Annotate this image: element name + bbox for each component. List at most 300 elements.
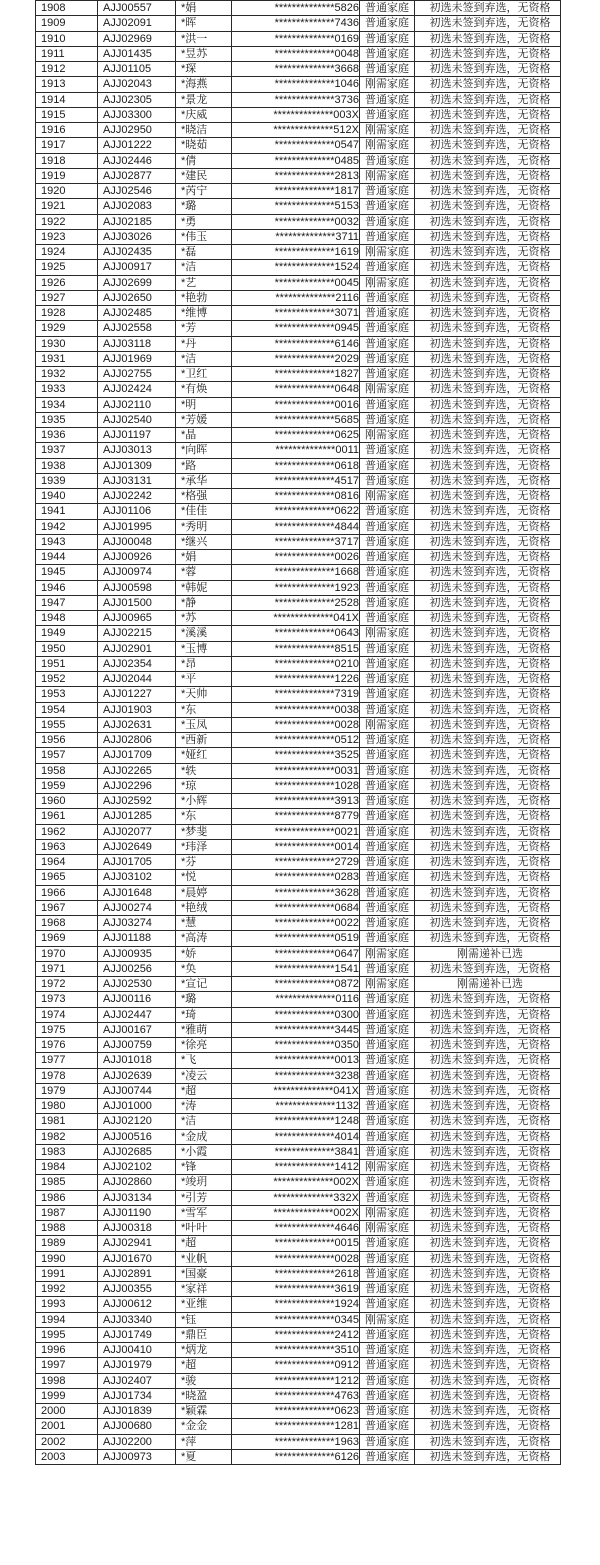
selection-status: 初选未签到弃选，无资格 bbox=[415, 275, 561, 290]
household-type: 刚需家庭 bbox=[360, 1205, 415, 1220]
application-code: AJJ00516 bbox=[98, 1129, 176, 1144]
application-code: AJJ03340 bbox=[98, 1312, 176, 1327]
masked-id-number: **************3736 bbox=[232, 92, 360, 107]
row-number: 1957 bbox=[36, 748, 98, 763]
selection-status: 初选未签到弃选，无资格 bbox=[415, 504, 561, 519]
table-row bbox=[36, 1343, 561, 1358]
applicant-name: *慧 bbox=[176, 916, 232, 931]
application-code: AJJ02969 bbox=[98, 31, 176, 46]
table-row bbox=[36, 62, 561, 77]
masked-id-number: **************2813 bbox=[232, 168, 360, 183]
masked-id-number: **************3628 bbox=[232, 885, 360, 900]
applicant-name: *业帆 bbox=[176, 1251, 232, 1266]
table-row bbox=[36, 809, 561, 824]
selection-status: 初选未签到弃选，无资格 bbox=[415, 92, 561, 107]
masked-id-number: **************1541 bbox=[232, 961, 360, 976]
masked-id-number: **************0015 bbox=[232, 1236, 360, 1251]
application-code: AJJ00048 bbox=[98, 534, 176, 549]
row-number: 1964 bbox=[36, 855, 98, 870]
table-row bbox=[36, 839, 561, 854]
applicant-name: *晓洁 bbox=[176, 123, 232, 138]
household-type: 普通家庭 bbox=[360, 1404, 415, 1419]
table-row bbox=[36, 321, 561, 336]
applicant-name: *娅红 bbox=[176, 748, 232, 763]
household-type: 普通家庭 bbox=[360, 1190, 415, 1205]
household-type: 普通家庭 bbox=[360, 1038, 415, 1053]
selection-status: 初选未签到弃选，无资格 bbox=[415, 1449, 561, 1464]
row-number: 1991 bbox=[36, 1266, 98, 1281]
table-row bbox=[36, 580, 561, 595]
household-type: 普通家庭 bbox=[360, 763, 415, 778]
selection-status: 初选未签到弃选，无资格 bbox=[415, 794, 561, 809]
row-number: 1923 bbox=[36, 229, 98, 244]
household-type: 刚需家庭 bbox=[360, 138, 415, 153]
household-type: 普通家庭 bbox=[360, 595, 415, 610]
table-row bbox=[36, 717, 561, 732]
row-number: 1933 bbox=[36, 382, 98, 397]
application-code: AJJ01734 bbox=[98, 1388, 176, 1403]
application-code: AJJ02242 bbox=[98, 489, 176, 504]
applicant-name: *洁 bbox=[176, 1114, 232, 1129]
applicant-name: *雪军 bbox=[176, 1205, 232, 1220]
masked-id-number: **************1827 bbox=[232, 367, 360, 382]
applicant-name: *引芳 bbox=[176, 1190, 232, 1205]
household-type: 普通家庭 bbox=[360, 611, 415, 626]
household-type: 普通家庭 bbox=[360, 1007, 415, 1022]
table-row bbox=[36, 245, 561, 260]
table-row bbox=[36, 1449, 561, 1464]
household-type: 普通家庭 bbox=[360, 1449, 415, 1464]
selection-status: 初选未签到弃选，无资格 bbox=[415, 412, 561, 427]
masked-id-number: **************0625 bbox=[232, 428, 360, 443]
masked-id-number: **************0300 bbox=[232, 1007, 360, 1022]
application-code: AJJ02650 bbox=[98, 290, 176, 305]
selection-status: 初选未签到弃选，无资格 bbox=[415, 580, 561, 595]
applicant-name: *炳龙 bbox=[176, 1343, 232, 1358]
row-number: 1917 bbox=[36, 138, 98, 153]
masked-id-number: **************1924 bbox=[232, 1297, 360, 1312]
masked-id-number: **************1281 bbox=[232, 1419, 360, 1434]
selection-status: 初选未签到弃选，无资格 bbox=[415, 961, 561, 976]
application-code: AJJ01749 bbox=[98, 1327, 176, 1342]
row-number: 1947 bbox=[36, 595, 98, 610]
selection-status: 初选未签到弃选，无资格 bbox=[415, 290, 561, 305]
household-type: 普通家庭 bbox=[360, 824, 415, 839]
household-type: 普通家庭 bbox=[360, 656, 415, 671]
row-number: 1949 bbox=[36, 626, 98, 641]
applicant-name: *芮宁 bbox=[176, 184, 232, 199]
table-row bbox=[36, 1175, 561, 1190]
applicant-name: *超 bbox=[176, 1083, 232, 1098]
table-row bbox=[36, 123, 561, 138]
applicant-name: *玮泽 bbox=[176, 839, 232, 854]
application-code: AJJ02110 bbox=[98, 397, 176, 412]
household-type: 普通家庭 bbox=[360, 1022, 415, 1037]
selection-status: 初选未签到弃选，无资格 bbox=[415, 1297, 561, 1312]
selection-status: 初选未签到弃选，无资格 bbox=[415, 931, 561, 946]
row-number: 1911 bbox=[36, 46, 98, 61]
table-row bbox=[36, 534, 561, 549]
masked-id-number: **************6146 bbox=[232, 336, 360, 351]
selection-status: 初选未签到弃选，无资格 bbox=[415, 839, 561, 854]
applicant-name: *艳绒 bbox=[176, 900, 232, 915]
table-row bbox=[36, 1083, 561, 1098]
household-type: 普通家庭 bbox=[360, 1068, 415, 1083]
selection-status: 初选未签到弃选，无资格 bbox=[415, 138, 561, 153]
masked-id-number: **************0031 bbox=[232, 763, 360, 778]
application-code: AJJ02354 bbox=[98, 656, 176, 671]
household-type: 普通家庭 bbox=[360, 1297, 415, 1312]
row-number: 1999 bbox=[36, 1388, 98, 1403]
masked-id-number: **************0011 bbox=[232, 443, 360, 458]
household-type: 普通家庭 bbox=[360, 733, 415, 748]
row-number: 1918 bbox=[36, 153, 98, 168]
row-number: 1971 bbox=[36, 961, 98, 976]
table-row bbox=[36, 763, 561, 778]
applicant-name: *璐 bbox=[176, 992, 232, 1007]
table-row bbox=[36, 382, 561, 397]
applicant-name: *轶 bbox=[176, 763, 232, 778]
masked-id-number: **************002X bbox=[232, 1205, 360, 1220]
masked-id-number: **************8515 bbox=[232, 641, 360, 656]
applicant-name: *高涛 bbox=[176, 931, 232, 946]
selection-status: 初选未签到弃选，无资格 bbox=[415, 1160, 561, 1175]
household-type: 普通家庭 bbox=[360, 290, 415, 305]
application-code: AJJ02215 bbox=[98, 626, 176, 641]
application-code: AJJ02120 bbox=[98, 1114, 176, 1129]
applicant-name: *芳 bbox=[176, 321, 232, 336]
household-type: 刚需家庭 bbox=[360, 168, 415, 183]
applicant-name: *玉博 bbox=[176, 641, 232, 656]
selection-status: 初选未签到弃选，无资格 bbox=[415, 1205, 561, 1220]
application-code: AJJ01018 bbox=[98, 1053, 176, 1068]
row-number: 1987 bbox=[36, 1205, 98, 1220]
masked-id-number: **************3238 bbox=[232, 1068, 360, 1083]
masked-id-number: **************0648 bbox=[232, 382, 360, 397]
table-row bbox=[36, 1388, 561, 1403]
application-code: AJJ02447 bbox=[98, 1007, 176, 1022]
applicant-name: *向晖 bbox=[176, 443, 232, 458]
table-row bbox=[36, 1434, 561, 1449]
masked-id-number: **************3445 bbox=[232, 1022, 360, 1037]
table-row bbox=[36, 870, 561, 885]
masked-id-number: **************0021 bbox=[232, 824, 360, 839]
selection-status: 初选未签到弃选，无资格 bbox=[415, 534, 561, 549]
selection-status: 初选未签到弃选，无资格 bbox=[415, 1038, 561, 1053]
selection-status: 初选未签到弃选，无资格 bbox=[415, 717, 561, 732]
masked-id-number: **************4014 bbox=[232, 1129, 360, 1144]
selection-status: 刚需递补已选 bbox=[415, 946, 561, 961]
household-type: 普通家庭 bbox=[360, 306, 415, 321]
row-number: 1952 bbox=[36, 672, 98, 687]
table-row bbox=[36, 595, 561, 610]
household-type: 普通家庭 bbox=[360, 46, 415, 61]
application-code: AJJ00612 bbox=[98, 1297, 176, 1312]
masked-id-number: **************1923 bbox=[232, 580, 360, 595]
row-number: 1995 bbox=[36, 1327, 98, 1342]
applicant-name: *磊 bbox=[176, 245, 232, 260]
row-number: 1974 bbox=[36, 1007, 98, 1022]
row-number: 2000 bbox=[36, 1404, 98, 1419]
selection-status: 初选未签到弃选，无资格 bbox=[415, 809, 561, 824]
application-code: AJJ02043 bbox=[98, 77, 176, 92]
row-number: 1912 bbox=[36, 62, 98, 77]
household-type: 普通家庭 bbox=[360, 1175, 415, 1190]
masked-id-number: **************1132 bbox=[232, 1099, 360, 1114]
household-type: 普通家庭 bbox=[360, 1083, 415, 1098]
masked-id-number: **************6126 bbox=[232, 1449, 360, 1464]
household-type: 普通家庭 bbox=[360, 458, 415, 473]
applicant-name: *天帅 bbox=[176, 687, 232, 702]
table-row bbox=[36, 31, 561, 46]
selection-status: 初选未签到弃选，无资格 bbox=[415, 46, 561, 61]
household-type: 刚需家庭 bbox=[360, 946, 415, 961]
applicant-name: *晖 bbox=[176, 16, 232, 31]
row-number: 1958 bbox=[36, 763, 98, 778]
selection-status: 初选未签到弃选，无资格 bbox=[415, 199, 561, 214]
applicant-name: *庆威 bbox=[176, 107, 232, 122]
row-number: 1992 bbox=[36, 1282, 98, 1297]
masked-id-number: **************1963 bbox=[232, 1434, 360, 1449]
table-row bbox=[36, 397, 561, 412]
table-row bbox=[36, 702, 561, 717]
table-row bbox=[36, 656, 561, 671]
applicant-name: *小辉 bbox=[176, 794, 232, 809]
masked-id-number: **************3510 bbox=[232, 1343, 360, 1358]
applicant-name: *雅萌 bbox=[176, 1022, 232, 1037]
applicant-name: *韩妮 bbox=[176, 580, 232, 595]
applicant-name: *晶 bbox=[176, 428, 232, 443]
row-number: 2003 bbox=[36, 1449, 98, 1464]
application-code: AJJ01190 bbox=[98, 1205, 176, 1220]
household-type: 普通家庭 bbox=[360, 62, 415, 77]
household-type: 普通家庭 bbox=[360, 702, 415, 717]
masked-id-number: **************0622 bbox=[232, 504, 360, 519]
masked-id-number: **************0623 bbox=[232, 1404, 360, 1419]
row-number: 1973 bbox=[36, 992, 98, 1007]
table-row bbox=[36, 931, 561, 946]
household-type: 普通家庭 bbox=[360, 687, 415, 702]
masked-id-number: **************2618 bbox=[232, 1266, 360, 1281]
masked-id-number: **************0647 bbox=[232, 946, 360, 961]
selection-status: 初选未签到弃选，无资格 bbox=[415, 565, 561, 580]
table-row bbox=[36, 961, 561, 976]
application-code: AJJ01309 bbox=[98, 458, 176, 473]
applicant-name: *倩 bbox=[176, 153, 232, 168]
row-number: 1969 bbox=[36, 931, 98, 946]
applicant-name: *琦 bbox=[176, 1007, 232, 1022]
applicant-name: *奂 bbox=[176, 961, 232, 976]
household-type: 普通家庭 bbox=[360, 534, 415, 549]
table-row bbox=[36, 992, 561, 1007]
selection-status: 初选未签到弃选，无资格 bbox=[415, 1282, 561, 1297]
table-row bbox=[36, 46, 561, 61]
table-row bbox=[36, 367, 561, 382]
household-type: 刚需家庭 bbox=[360, 77, 415, 92]
masked-id-number: **************1248 bbox=[232, 1114, 360, 1129]
table-row bbox=[36, 168, 561, 183]
masked-id-number: **************1028 bbox=[232, 778, 360, 793]
table-row bbox=[36, 1236, 561, 1251]
application-code: AJJ02446 bbox=[98, 153, 176, 168]
application-code: AJJ00167 bbox=[98, 1022, 176, 1037]
applicant-name: *伟玉 bbox=[176, 229, 232, 244]
table-row bbox=[36, 641, 561, 656]
table-row bbox=[36, 1068, 561, 1083]
row-number: 1988 bbox=[36, 1221, 98, 1236]
application-code: AJJ03274 bbox=[98, 916, 176, 931]
masked-id-number: **************1412 bbox=[232, 1160, 360, 1175]
selection-status: 初选未签到弃选，无资格 bbox=[415, 1358, 561, 1373]
table-row bbox=[36, 565, 561, 580]
row-number: 1925 bbox=[36, 260, 98, 275]
applicant-name: *东 bbox=[176, 809, 232, 824]
selection-status: 初选未签到弃选，无资格 bbox=[415, 1373, 561, 1388]
household-type: 普通家庭 bbox=[360, 672, 415, 687]
table-row bbox=[36, 733, 561, 748]
table-row bbox=[36, 199, 561, 214]
masked-id-number: **************2116 bbox=[232, 290, 360, 305]
masked-id-number: **************0512 bbox=[232, 733, 360, 748]
masked-id-number: **************0014 bbox=[232, 839, 360, 854]
table-row bbox=[36, 855, 561, 870]
masked-id-number: **************4646 bbox=[232, 1221, 360, 1236]
selection-status: 初选未签到弃选，无资格 bbox=[415, 1144, 561, 1159]
row-number: 1962 bbox=[36, 824, 98, 839]
masked-id-number: **************3525 bbox=[232, 748, 360, 763]
household-type: 普通家庭 bbox=[360, 1419, 415, 1434]
household-type: 普通家庭 bbox=[360, 443, 415, 458]
household-type: 普通家庭 bbox=[360, 16, 415, 31]
selection-status: 初选未签到弃选，无资格 bbox=[415, 229, 561, 244]
application-code: AJJ02530 bbox=[98, 977, 176, 992]
household-type: 普通家庭 bbox=[360, 229, 415, 244]
applicant-name: *超 bbox=[176, 1236, 232, 1251]
table-row bbox=[36, 1114, 561, 1129]
household-type: 普通家庭 bbox=[360, 1129, 415, 1144]
application-code: AJJ03118 bbox=[98, 336, 176, 351]
application-code: AJJ00274 bbox=[98, 900, 176, 915]
table-row bbox=[36, 778, 561, 793]
household-type: 普通家庭 bbox=[360, 214, 415, 229]
application-code: AJJ02941 bbox=[98, 1236, 176, 1251]
applicant-name: *娇 bbox=[176, 946, 232, 961]
selection-status: 初选未签到弃选，无资格 bbox=[415, 1434, 561, 1449]
applicant-name: *超 bbox=[176, 1358, 232, 1373]
application-code: AJJ02435 bbox=[98, 245, 176, 260]
selection-status: 初选未签到弃选，无资格 bbox=[415, 1343, 561, 1358]
selection-status: 初选未签到弃选，无资格 bbox=[415, 168, 561, 183]
masked-id-number: **************332X bbox=[232, 1190, 360, 1205]
masked-id-number: **************3711 bbox=[232, 229, 360, 244]
row-number: 1915 bbox=[36, 107, 98, 122]
selection-status: 初选未签到弃选，无资格 bbox=[415, 763, 561, 778]
application-code: AJJ02755 bbox=[98, 367, 176, 382]
household-type: 普通家庭 bbox=[360, 336, 415, 351]
applicant-name: *娟 bbox=[176, 550, 232, 565]
row-number: 1954 bbox=[36, 702, 98, 717]
table-row bbox=[36, 1373, 561, 1388]
household-type: 普通家庭 bbox=[360, 1144, 415, 1159]
row-number: 1965 bbox=[36, 870, 98, 885]
household-type: 普通家庭 bbox=[360, 961, 415, 976]
masked-id-number: **************0643 bbox=[232, 626, 360, 641]
table-row bbox=[36, 550, 561, 565]
selection-status: 初选未签到弃选，无资格 bbox=[415, 336, 561, 351]
application-code: AJJ02044 bbox=[98, 672, 176, 687]
row-number: 1928 bbox=[36, 306, 98, 321]
row-number: 1921 bbox=[36, 199, 98, 214]
application-code: AJJ02877 bbox=[98, 168, 176, 183]
household-type: 刚需家庭 bbox=[360, 245, 415, 260]
selection-status: 初选未签到弃选，无资格 bbox=[415, 62, 561, 77]
masked-id-number: **************0116 bbox=[232, 992, 360, 1007]
applicant-name: *夏 bbox=[176, 1449, 232, 1464]
masked-id-number: **************2528 bbox=[232, 595, 360, 610]
application-code: AJJ01188 bbox=[98, 931, 176, 946]
row-number: 1934 bbox=[36, 397, 98, 412]
applicant-name: *格强 bbox=[176, 489, 232, 504]
applicant-name: *卫红 bbox=[176, 367, 232, 382]
household-type: 普通家庭 bbox=[360, 1236, 415, 1251]
row-number: 1990 bbox=[36, 1251, 98, 1266]
table-row bbox=[36, 1282, 561, 1297]
row-number: 1908 bbox=[36, 1, 98, 16]
application-code: AJJ02296 bbox=[98, 778, 176, 793]
application-code: AJJ03300 bbox=[98, 107, 176, 122]
household-type: 普通家庭 bbox=[360, 1282, 415, 1297]
row-number: 1932 bbox=[36, 367, 98, 382]
applicant-name: *萍 bbox=[176, 1434, 232, 1449]
applicant-name: *西新 bbox=[176, 733, 232, 748]
application-code: AJJ01709 bbox=[98, 748, 176, 763]
selection-status: 初选未签到弃选，无资格 bbox=[415, 1022, 561, 1037]
masked-id-number: **************0048 bbox=[232, 46, 360, 61]
household-type: 普通家庭 bbox=[360, 641, 415, 656]
masked-id-number: **************4844 bbox=[232, 519, 360, 534]
selection-status: 初选未签到弃选，无资格 bbox=[415, 595, 561, 610]
selection-status: 初选未签到弃选，无资格 bbox=[415, 1175, 561, 1190]
household-type: 普通家庭 bbox=[360, 92, 415, 107]
table-row bbox=[36, 1221, 561, 1236]
selection-status: 初选未签到弃选，无资格 bbox=[415, 351, 561, 366]
selection-status: 初选未签到弃选，无资格 bbox=[415, 550, 561, 565]
masked-id-number: **************0032 bbox=[232, 214, 360, 229]
selection-status: 初选未签到弃选，无资格 bbox=[415, 916, 561, 931]
application-code: AJJ01227 bbox=[98, 687, 176, 702]
household-type: 刚需家庭 bbox=[360, 1312, 415, 1327]
application-code: AJJ01000 bbox=[98, 1099, 176, 1114]
selection-status: 初选未签到弃选，无资格 bbox=[415, 306, 561, 321]
masked-id-number: **************0026 bbox=[232, 550, 360, 565]
applicant-name: *洁 bbox=[176, 351, 232, 366]
applicant-name: *有焕 bbox=[176, 382, 232, 397]
applicant-name: *芬 bbox=[176, 855, 232, 870]
applicant-name: *海燕 bbox=[176, 77, 232, 92]
masked-id-number: **************3668 bbox=[232, 62, 360, 77]
table-row bbox=[36, 900, 561, 915]
masked-id-number: **************0912 bbox=[232, 1358, 360, 1373]
masked-id-number: **************512X bbox=[232, 123, 360, 138]
applicant-name: *溪溪 bbox=[176, 626, 232, 641]
application-code: AJJ01435 bbox=[98, 46, 176, 61]
masked-id-number: **************2029 bbox=[232, 351, 360, 366]
application-code: AJJ00926 bbox=[98, 550, 176, 565]
application-code: AJJ02200 bbox=[98, 1434, 176, 1449]
row-number: 1984 bbox=[36, 1160, 98, 1175]
masked-id-number: **************002X bbox=[232, 1175, 360, 1190]
masked-id-number: **************0013 bbox=[232, 1053, 360, 1068]
